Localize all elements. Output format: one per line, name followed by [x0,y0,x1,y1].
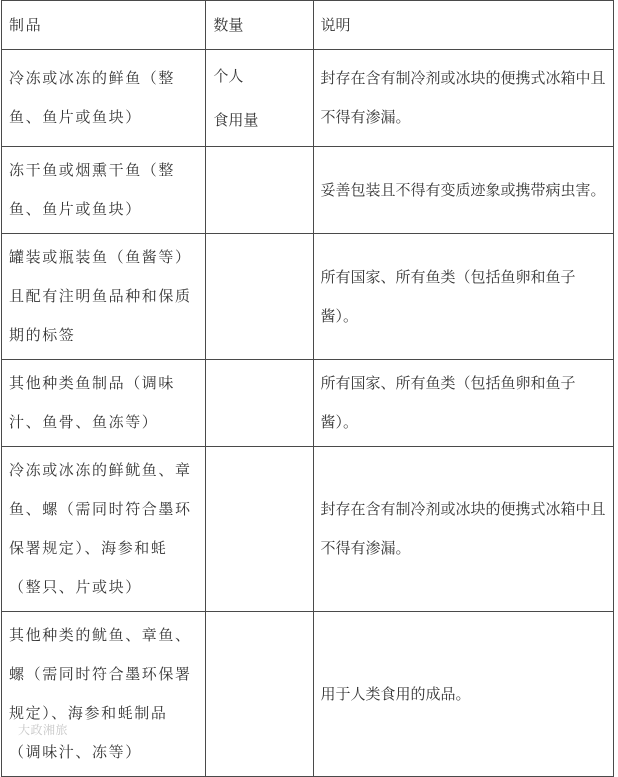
product-cell: 冷冻或冰冻的鲜鱼（整鱼、鱼片或鱼块） [2,50,206,147]
table-row [2,50,614,147]
header-note: 说明 [313,1,614,50]
watermark: 大政湘旅 [18,723,69,737]
product-cell: 冻干鱼或烟熏干鱼（整鱼、鱼片或鱼块） [2,147,206,234]
table-row [2,612,614,777]
header-quantity: 数量 [206,1,313,50]
note-cell: 所有国家、所有鱼类（包括鱼卵和鱼子酱）。 [313,360,614,447]
product-cell: 其他种类鱼制品（调味汁、鱼骨、鱼冻等） [2,360,206,447]
quantity-cell [206,360,313,447]
quantity-line: 食用量 [213,111,259,129]
quantity-line: 个人 [213,67,244,85]
note-cell: 封存在含有制冷剂或冰块的便携式冰箱中且不得有渗漏。 [313,447,614,612]
quantity-cell [206,147,313,234]
product-cell: 其他种类的鱿鱼、章鱼、螺（需同时符合墨环保署规定）、海参和蚝制品（调味汁、冻等） [2,612,206,777]
table-row [2,447,614,612]
note-cell: 所有国家、所有鱼类（包括鱼卵和鱼子酱）。 [313,234,614,360]
quantity-cell [206,234,313,360]
quantity-cell [206,612,313,777]
quantity-cell [206,447,313,612]
table-header-row [2,1,614,50]
product-cell: 冷冻或冰冻的鲜鱿鱼、章鱼、螺（需同时符合墨环保署规定）、海参和蚝（整只、片或块） [2,447,206,612]
regulation-table [1,0,614,777]
table-row [2,360,614,447]
header-product: 制品 [2,1,206,50]
quantity-cell [206,50,313,147]
note-cell: 妥善包装且不得有变质迹象或携带病虫害。 [313,147,614,234]
table-row [2,234,614,360]
table-row [2,147,614,234]
product-cell: 罐装或瓶装鱼（鱼酱等）且配有注明鱼品种和保质期的标签 [2,234,206,360]
note-cell: 封存在含有制冷剂或冰块的便携式冰箱中且不得有渗漏。 [313,50,614,147]
note-cell: 用于人类食用的成品。 [313,612,614,777]
